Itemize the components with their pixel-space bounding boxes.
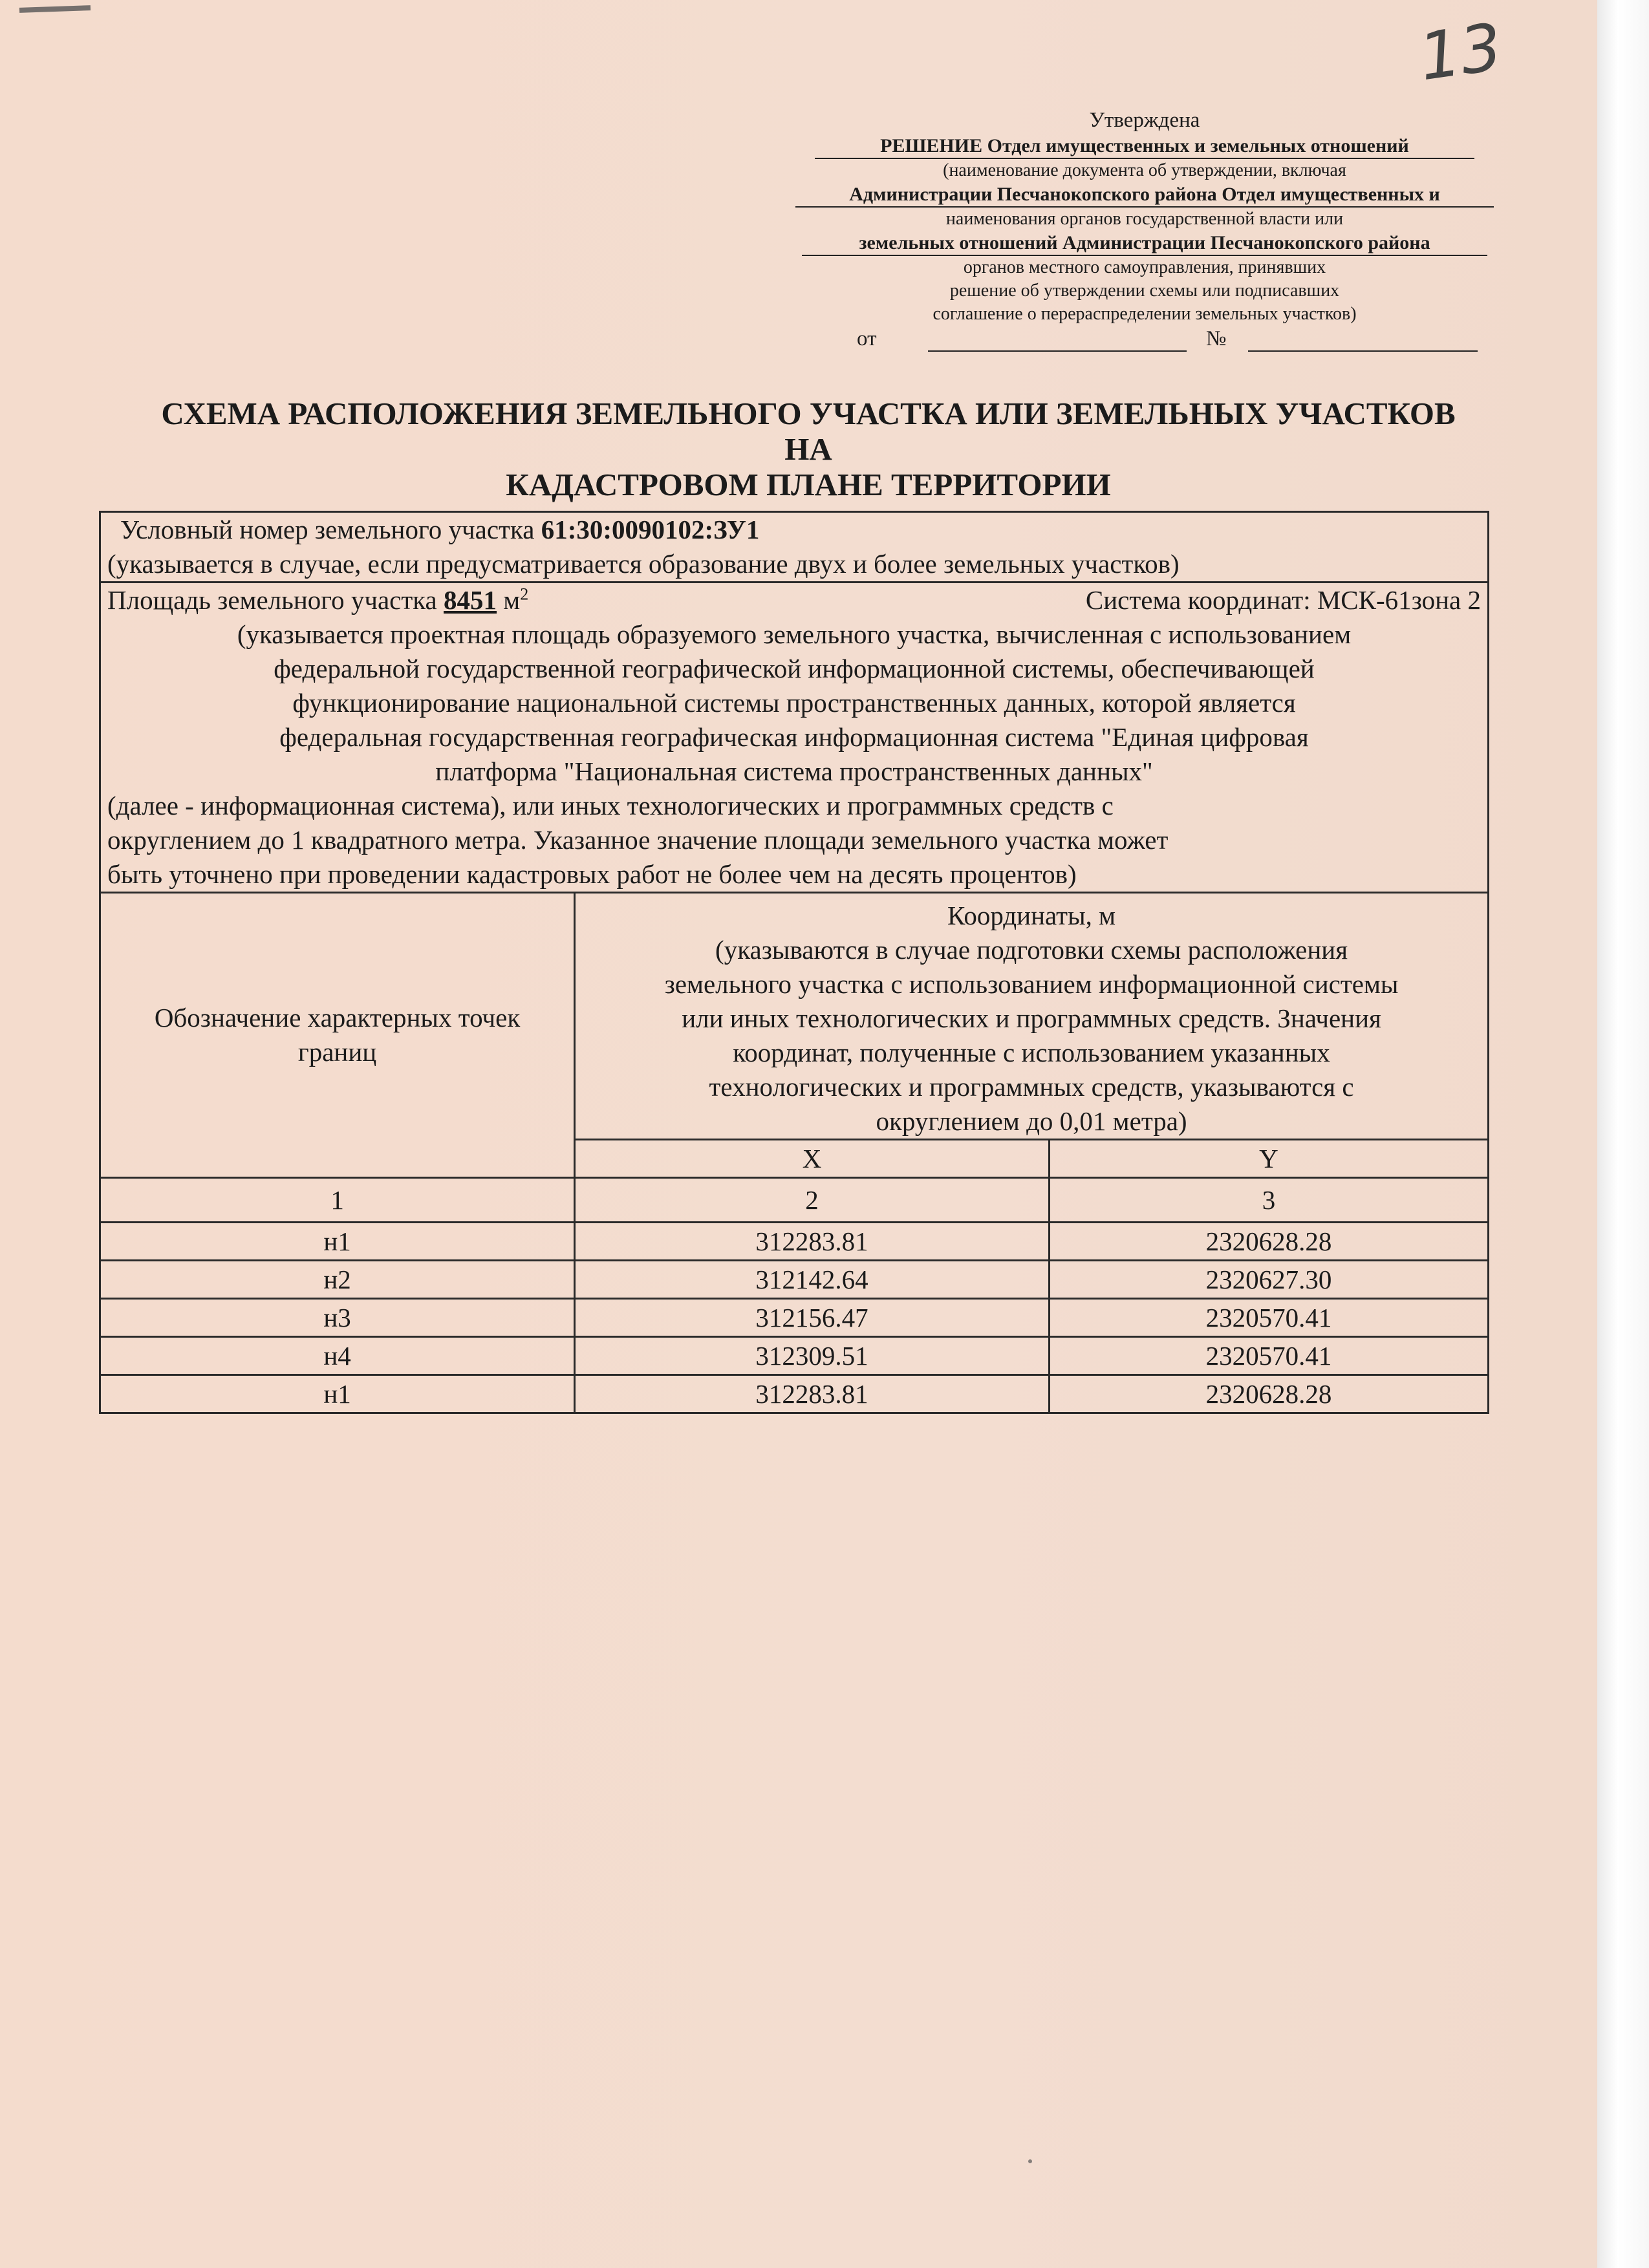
coords-header-line: округлением до 0,01 метра) (876, 1106, 1187, 1136)
title-line-3: КАДАСТРОВОМ ПЛАНЕ ТЕРРИТОРИИ (506, 467, 1111, 502)
scan-dot (1028, 2159, 1032, 2163)
point-label: н3 (100, 1299, 575, 1337)
column-number: 2 (575, 1178, 1050, 1223)
plot-number-value: 61:30:0090102:ЗУ1 (541, 515, 760, 544)
coords-header-line: или иных технологических и программных средств. Значения (682, 1003, 1381, 1033)
area-label: Площадь земельного участка (107, 585, 437, 615)
date-blank-line (928, 350, 1187, 352)
approval-authority-2: земельных отношений Администрации Песчанокопского района (802, 231, 1487, 256)
approval-authority-1: Администрации Песчанокопского района Отдел имущественных и (795, 182, 1494, 208)
area-note-line: округлением до 1 квадратного метра. Указанное значение площади земельного участка может (107, 825, 1169, 855)
x-value: 312156.47 (575, 1299, 1050, 1337)
area-note-left (107, 789, 1481, 892)
from-label: от (857, 327, 877, 350)
title-line-1: СХЕМА РАСПОЛОЖЕНИЯ ЗЕМЕЛЬНОГО УЧАСТКА ИЛИ ЗЕМЕЛЬНЫХ УЧАСТКОВ (161, 396, 1456, 431)
column-number: 3 (1049, 1178, 1488, 1223)
title-line-2: НА (784, 431, 832, 467)
area-note-line: платформа "Национальная система пространственных данных" (435, 756, 1153, 786)
point-label: н1 (100, 1375, 575, 1413)
y-value: 2320628.28 (1049, 1223, 1488, 1261)
x-value: 312309.51 (575, 1337, 1050, 1375)
approval-hint-2: наименования органов государственной власти или (945, 209, 1344, 229)
approval-hint-5: соглашение о перераспределении земельных участков) (932, 304, 1357, 324)
approval-heading: Утверждена (1089, 109, 1200, 132)
y-value: 2320570.41 (1049, 1337, 1488, 1375)
area-value: 8451 (444, 585, 497, 615)
handwritten-page-number: 13 (1414, 8, 1507, 96)
approval-decision: РЕШЕНИЕ Отдел имущественных и земельных отношений (815, 134, 1474, 159)
coords-header-row (100, 893, 1489, 1140)
x-value: 312142.64 (575, 1261, 1050, 1299)
coords-header-line: Координаты, м (947, 901, 1116, 930)
coords-header-line: земельного участка с использованием информационной системы (664, 969, 1399, 999)
approval-hint-4: решение об утверждении схемы или подписавших (949, 281, 1340, 301)
points-header: Обозначение характерных точек границ (154, 1003, 521, 1067)
points-header-cell (100, 893, 575, 1178)
approval-date-number-row (795, 326, 1494, 356)
approval-hint-3: органов местного самоуправления, принявших (963, 257, 1326, 277)
table-row (100, 1261, 1489, 1299)
area-unit: м (503, 585, 521, 615)
x-value: 312283.81 (575, 1223, 1050, 1261)
y-value: 2320570.41 (1049, 1299, 1488, 1337)
table-row (100, 1299, 1489, 1337)
plot-number-row (100, 512, 1489, 583)
y-value: 2320627.30 (1049, 1261, 1488, 1299)
area-note-center (107, 617, 1481, 789)
number-label: № (1206, 327, 1227, 350)
table-row (100, 1337, 1489, 1375)
area-note-line: функционирование национальной системы пространственных данных, которой является (292, 688, 1296, 718)
area-note-line: (далее - информационная система), или иных технологических и программных средств с (107, 791, 1114, 820)
area-unit-sup: 2 (520, 584, 529, 604)
coords-header-cell (575, 893, 1489, 1140)
coords-header-line: (указываются в случае подготовки схемы расположения (715, 935, 1348, 965)
scheme-table (99, 511, 1489, 1414)
coords-header-line: координат, полученные с использованием указанных (733, 1038, 1330, 1067)
plot-number-label: Условный номер земельного участка (120, 515, 535, 544)
coords-header-line: технологических и программных средств, указываются с (709, 1072, 1354, 1102)
table-row (100, 1375, 1489, 1413)
y-header: Y (1049, 1140, 1488, 1178)
x-header: X (575, 1140, 1050, 1178)
point-label: н1 (100, 1223, 575, 1261)
y-value: 2320628.28 (1049, 1375, 1488, 1413)
table-row (100, 1223, 1489, 1261)
column-number: 1 (100, 1178, 575, 1223)
area-note-line: федеральной государственной географической информационной системы, обеспечивающей (274, 654, 1315, 683)
x-value: 312283.81 (575, 1375, 1050, 1413)
plot-area-row (100, 583, 1489, 893)
plot-number-note: (указывается в случае, если предусматривается образование двух и более земельных участков) (107, 549, 1180, 579)
column-number-row (100, 1178, 1489, 1223)
number-blank-line (1248, 350, 1478, 352)
point-label: н4 (100, 1337, 575, 1375)
approval-block (795, 107, 1494, 356)
area-note-line: быть уточнено при проведении кадастровых работ не более чем на десять процентов) (107, 859, 1077, 889)
document-title (97, 396, 1520, 502)
coord-system: Система координат: МСК-61зона 2 (1085, 585, 1481, 615)
area-note-line: федеральная государственная географическая информационная система "Единая цифровая (279, 722, 1309, 752)
area-note-line: (указывается проектная площадь образуемого земельного участка, вычисленная с использованием (237, 619, 1352, 649)
scan-edge (1597, 0, 1649, 2268)
approval-hint-1: (наименование документа об утверждении, включая (943, 160, 1346, 180)
point-label: н2 (100, 1261, 575, 1299)
